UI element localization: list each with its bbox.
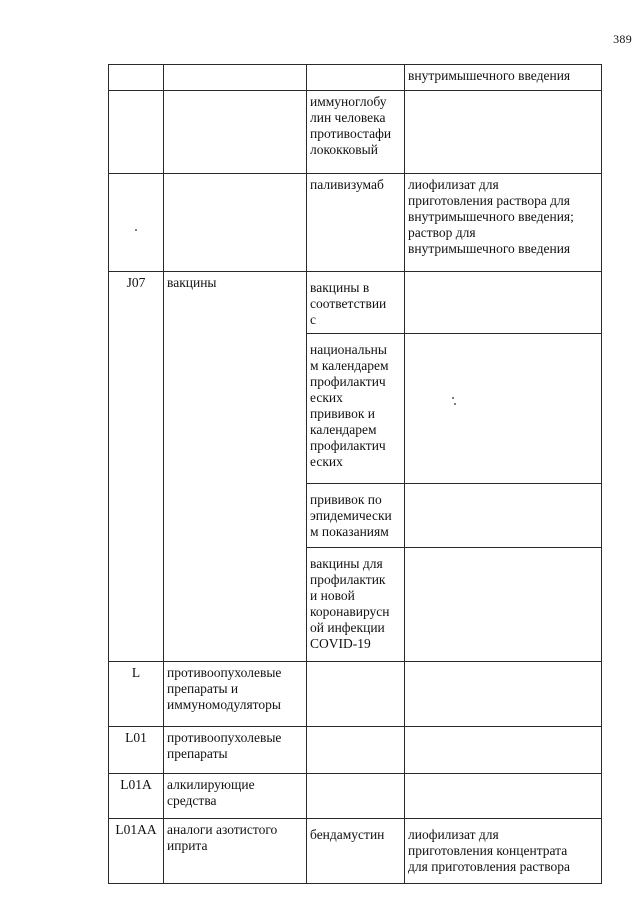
atc-code-cell [109,91,164,174]
dosage-form-cell [405,65,602,91]
atc-code-text: L01 [125,730,147,745]
atc-code-cell [109,174,164,272]
drug-name-cell [307,774,405,819]
scan-speck [135,229,137,231]
drug-name-text: профилактик [310,572,386,587]
dosage-form-cell [405,548,602,662]
atc-code-cell [109,774,164,819]
dosage-form-text: для приготовления раствора [408,859,570,874]
drug-name-cell [307,727,405,774]
drug-name-text: бендамустин [310,827,385,842]
drug-name-text: календарем [310,422,377,437]
atc-code-text: J07 [126,275,146,290]
group-name-cell [164,91,307,174]
drug-name-text: национальны [310,342,387,357]
group-name-text: средства [167,793,217,808]
dosage-form-text: приготовления концентрата [408,843,568,858]
drug-name-cell [307,65,405,91]
page-number: 389 [613,32,632,46]
dosage-form-text: лиофилизат для [408,827,499,842]
dosage-form-cell [405,774,602,819]
dosage-form-cell [405,662,602,727]
table-row [109,662,602,727]
atc-code-text: L [131,665,141,680]
atc-code-cell [109,819,164,884]
drug-name-text: лин человека [310,110,386,125]
drug-name-text: вакцины в [310,280,370,295]
group-name-cell [164,727,307,774]
drug-name-text: эпидемически [310,508,392,523]
group-name-cell [164,819,307,884]
dosage-form-cell [405,484,602,548]
group-name-cell [164,662,307,727]
group-name-cell [164,774,307,819]
drug-name-text: коронавирусн [310,604,390,619]
table-row [109,819,602,884]
drug-name-cell [307,548,405,662]
drug-list-table [108,64,602,884]
drug-name-text: еских [310,454,343,469]
drug-name-text: противостафи [310,126,392,141]
drug-name-text: COVID-19 [310,636,371,651]
drug-name-text: прививок и [310,406,375,421]
group-name-text: противоопухолевые [167,730,282,745]
group-name-text: препараты [167,746,228,761]
dosage-form-cell [405,174,602,272]
drug-name-cell [307,174,405,272]
dosage-form-cell [405,819,602,884]
table-row [109,727,602,774]
drug-name-text: паливизумаб [310,177,384,192]
drug-name-text: лококковый [310,142,378,157]
group-name-text: иприта [167,838,208,853]
dosage-form-cell [405,272,602,334]
drug-name-text: прививок по [310,492,382,507]
group-name-text: противоопухолевые [167,665,282,680]
drug-name-text: профилактич [310,374,386,389]
atc-code-text: L01AA [115,822,157,837]
drug-name-cell [307,484,405,548]
drug-name-cell [307,334,405,484]
dosage-form-cell [405,91,602,174]
drug-name-text: м показаниям [310,524,389,539]
drug-name-text: еских [310,390,343,405]
group-name-cell [164,65,307,91]
group-name-text: алкилирующие [167,777,255,792]
scan-speck [452,397,454,399]
drug-name-cell [307,819,405,884]
drug-name-text: с [310,312,316,327]
table-row [109,272,602,334]
dosage-form-text: внутримышечного введения [408,241,571,256]
atc-code-cell [109,727,164,774]
drug-name-text: профилактич [310,438,386,453]
drug-name-text: иммуноглобу [310,94,387,109]
atc-code-text: L01A [120,777,152,792]
group-name-text: иммуномодуляторы [167,697,281,712]
dosage-form-cell [405,727,602,774]
dosage-form-text: внутримышечного введения; [408,209,574,224]
table-row [109,774,602,819]
drug-name-text: соответствии [310,296,387,311]
drug-name-text: и новой [310,588,355,603]
group-name-text: аналоги азотистого [167,822,278,837]
dosage-form-text: приготовления раствора для [408,193,570,208]
atc-code-cell [109,662,164,727]
drug-name-cell [307,91,405,174]
table-row [109,174,602,272]
dosage-form-cell [405,334,602,484]
scan-speck [454,403,456,405]
group-name-cell [164,174,307,272]
group-name-text: вакцины [167,275,217,290]
table-row [109,91,602,174]
group-name-text: препараты и [167,681,239,696]
atc-code-cell [109,272,164,662]
drug-name-text: вакцины для [310,556,383,571]
drug-name-cell [307,272,405,334]
dosage-form-text: лиофилизат для [408,177,499,192]
drug-name-cell [307,662,405,727]
dosage-form-text: внутримышечного введения [408,68,571,83]
dosage-form-text: раствор для [408,225,476,240]
group-name-cell [164,272,307,662]
drug-name-text: ой инфекции [310,620,385,635]
table-row [109,65,602,91]
drug-name-text: м календарем [310,358,389,373]
atc-code-cell [109,65,164,91]
